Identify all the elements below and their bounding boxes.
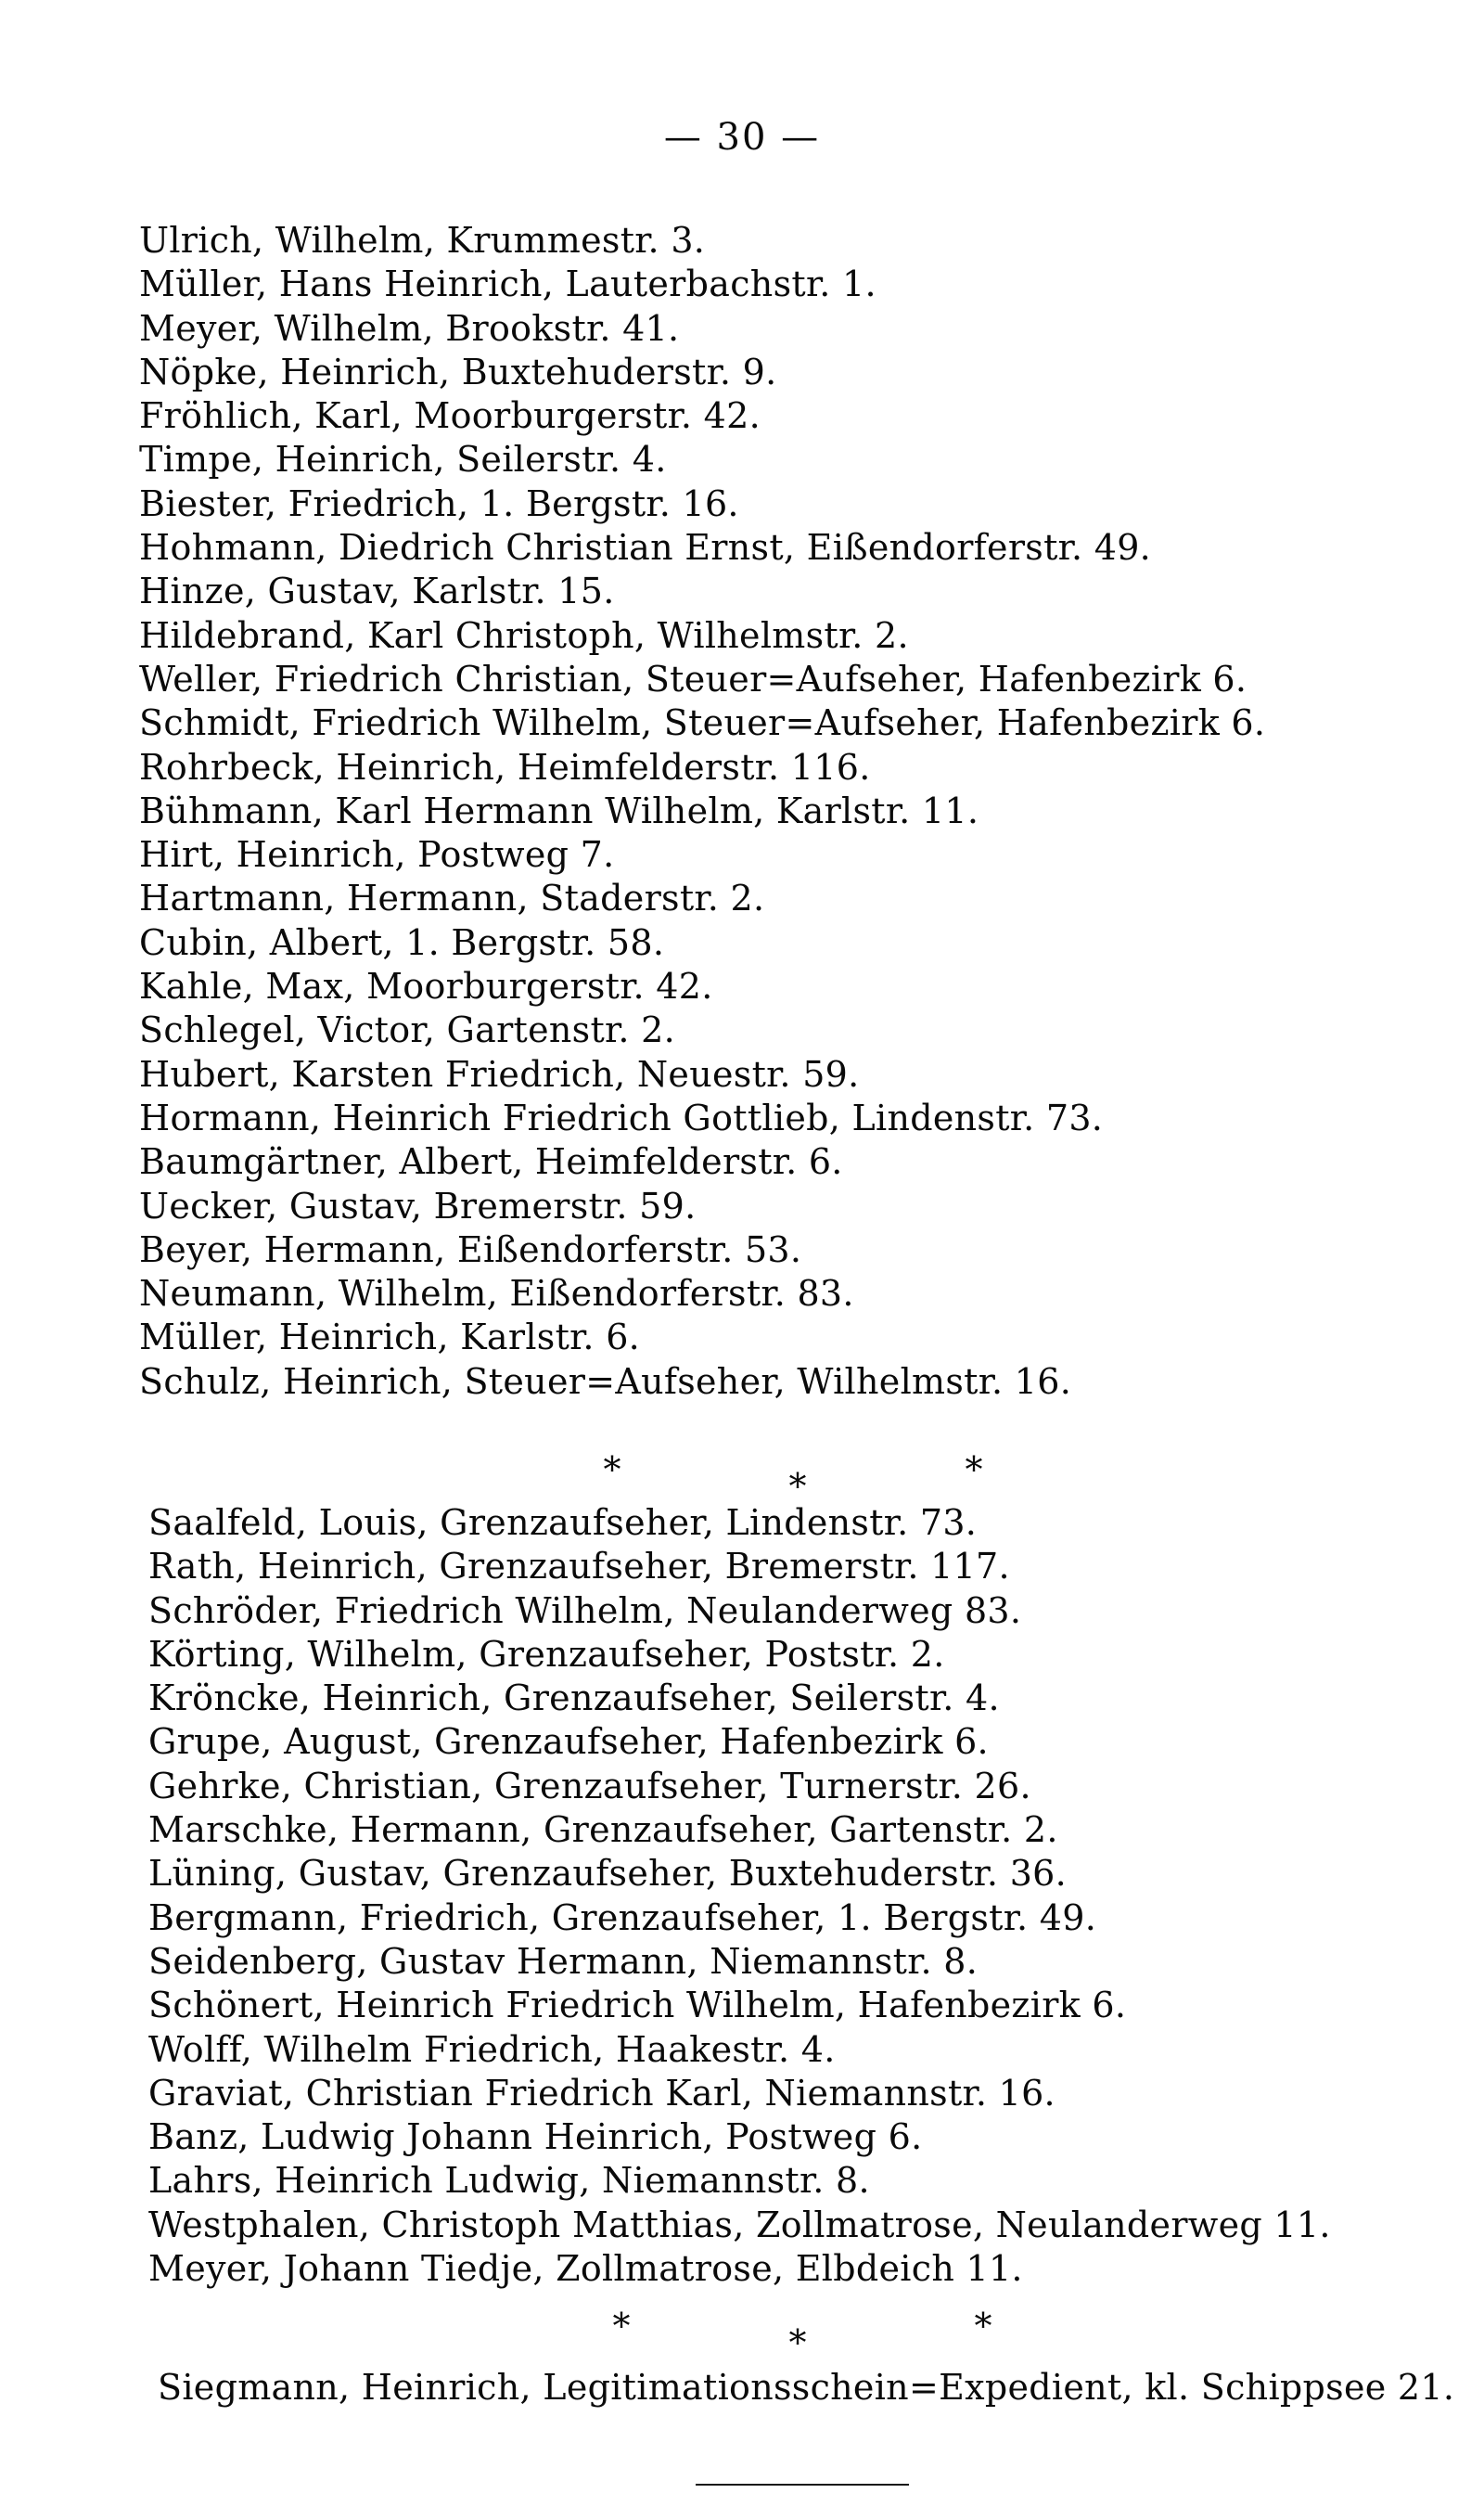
list-item: Uecker, Gustav, Bremerstr. 59. bbox=[139, 1185, 697, 1227]
list-item: Hohmann, Diedrich Christian Ernst, Eißendorferstr. 49. bbox=[139, 527, 1152, 569]
list-item: Ulrich, Wilhelm, Krummestr. 3. bbox=[139, 220, 706, 261]
list-item: Müller, Hans Heinrich, Lauterbachstr. 1. bbox=[139, 263, 876, 305]
page-number: — 30 — bbox=[663, 116, 821, 159]
list-item: Müller, Heinrich, Karlstr. 6. bbox=[139, 1317, 641, 1358]
list-item: Siegmann, Heinrich, Legitimationsschein=Expedient, kl. Schippsee 21. bbox=[158, 2367, 1455, 2408]
closing-rule bbox=[696, 2484, 909, 2486]
list-item: Weller, Friedrich Christian, Steuer=Aufseher, Hafenbezirk 6. bbox=[139, 658, 1247, 700]
list-item: Gehrke, Christian, Grenzaufseher, Turnerstr. 26. bbox=[148, 1765, 1031, 1806]
asterisk-glyph: * bbox=[974, 2306, 992, 2346]
list-item: Beyer, Hermann, Eißendorferstr. 53. bbox=[139, 1228, 802, 1270]
asterism-separator-2 bbox=[0, 2306, 1484, 2363]
list-item: Lahrs, Heinrich Ludwig, Niemannstr. 8. bbox=[148, 2160, 870, 2202]
asterism-separator-1 bbox=[0, 1449, 1484, 1507]
list-item: Fröhlich, Karl, Moorburgerstr. 42. bbox=[139, 395, 761, 437]
asterisk-glyph: * bbox=[965, 1449, 983, 1490]
list-item: Lüning, Gustav, Grenzaufseher, Buxtehuderstr. 36. bbox=[148, 1853, 1068, 1895]
list-item: Schröder, Friedrich Wilhelm, Neulanderweg 83. bbox=[148, 1589, 1022, 1631]
list-item: Saalfeld, Louis, Grenzaufseher, Lindenstr. 73. bbox=[148, 1502, 978, 1543]
list-item: Schmidt, Friedrich Wilhelm, Steuer=Aufseher, Hafenbezirk 6. bbox=[139, 702, 1266, 744]
list-item: Hirt, Heinrich, Postweg 7. bbox=[139, 834, 615, 876]
list-item: Schulz, Heinrich, Steuer=Aufseher, Wilhelmstr. 16. bbox=[139, 1360, 1072, 1402]
list-item: Cubin, Albert, 1. Bergstr. 58. bbox=[139, 921, 665, 963]
asterisk-glyph: * bbox=[788, 1466, 807, 1507]
list-item: Hildebrand, Karl Christoph, Wilhelmstr. 2. bbox=[139, 614, 909, 656]
list-item: Körting, Wilhelm, Grenzaufseher, Poststr. 2. bbox=[148, 1633, 945, 1675]
asterisk-glyph: * bbox=[612, 2306, 631, 2346]
list-item: Graviat, Christian Friedrich Karl, Niemannstr. 16. bbox=[148, 2072, 1055, 2114]
list-item: Schönert, Heinrich Friedrich Wilhelm, Hafenbezirk 6. bbox=[148, 1985, 1127, 2026]
list-item: Hormann, Heinrich Friedrich Gottlieb, Lindenstr. 73. bbox=[139, 1097, 1104, 1138]
list-item: Westphalen, Christoph Matthias, Zollmatrose, Neulanderweg 11. bbox=[148, 2204, 1331, 2245]
list-item: Baumgärtner, Albert, Heimfelderstr. 6. bbox=[139, 1141, 843, 1183]
list-item: Bühmann, Karl Hermann Wilhelm, Karlstr. 11. bbox=[139, 790, 979, 831]
address-list-section-1 bbox=[139, 219, 1456, 1404]
list-item: Grupe, August, Grenzaufseher, Hafenbezirk 6. bbox=[148, 1721, 989, 1763]
list-item: Hartmann, Hermann, Staderstr. 2. bbox=[139, 878, 765, 919]
list-item: Timpe, Heinrich, Seilerstr. 4. bbox=[139, 439, 667, 481]
list-item: Hinze, Gustav, Karlstr. 15. bbox=[139, 571, 615, 612]
list-item: Rohrbeck, Heinrich, Heimfelderstr. 116. bbox=[139, 746, 871, 788]
list-item: Banz, Ludwig Johann Heinrich, Postweg 6. bbox=[148, 2116, 923, 2158]
list-item: Kahle, Max, Moorburgerstr. 42. bbox=[139, 966, 713, 1008]
list-item: Seidenberg, Gustav Hermann, Niemannstr. 8. bbox=[148, 1940, 979, 1982]
list-item: Meyer, Johann Tiedje, Zollmatrose, Elbdeich 11. bbox=[148, 2248, 1023, 2290]
list-item: Marschke, Hermann, Grenzaufseher, Gartenstr. 2. bbox=[148, 1809, 1058, 1851]
asterisk-glyph: * bbox=[788, 2322, 807, 2363]
address-list-section-2 bbox=[148, 1501, 1465, 2291]
list-item: Kröncke, Heinrich, Grenzaufseher, Seilerstr. 4. bbox=[148, 1677, 1000, 1719]
asterisk-glyph: * bbox=[603, 1449, 621, 1490]
list-item: Meyer, Wilhelm, Brookstr. 41. bbox=[139, 307, 680, 349]
list-item: Rath, Heinrich, Grenzaufseher, Bremerstr. 117. bbox=[148, 1546, 1010, 1587]
list-item: Biester, Friedrich, 1. Bergstr. 16. bbox=[139, 482, 739, 524]
list-item: Bergmann, Friedrich, Grenzaufseher, 1. Bergstr. 49. bbox=[148, 1896, 1097, 1938]
list-item: Hubert, Karsten Friedrich, Neuestr. 59. bbox=[139, 1053, 860, 1095]
list-item: Wolff, Wilhelm Friedrich, Haakestr. 4. bbox=[148, 2028, 836, 2070]
address-list-section-3 bbox=[158, 2366, 1475, 2410]
list-item: Neumann, Wilhelm, Eißendorferstr. 83. bbox=[139, 1273, 854, 1315]
list-item: Schlegel, Victor, Gartenstr. 2. bbox=[139, 1009, 675, 1051]
list-item: Nöpke, Heinrich, Buxtehuderstr. 9. bbox=[139, 351, 777, 392]
